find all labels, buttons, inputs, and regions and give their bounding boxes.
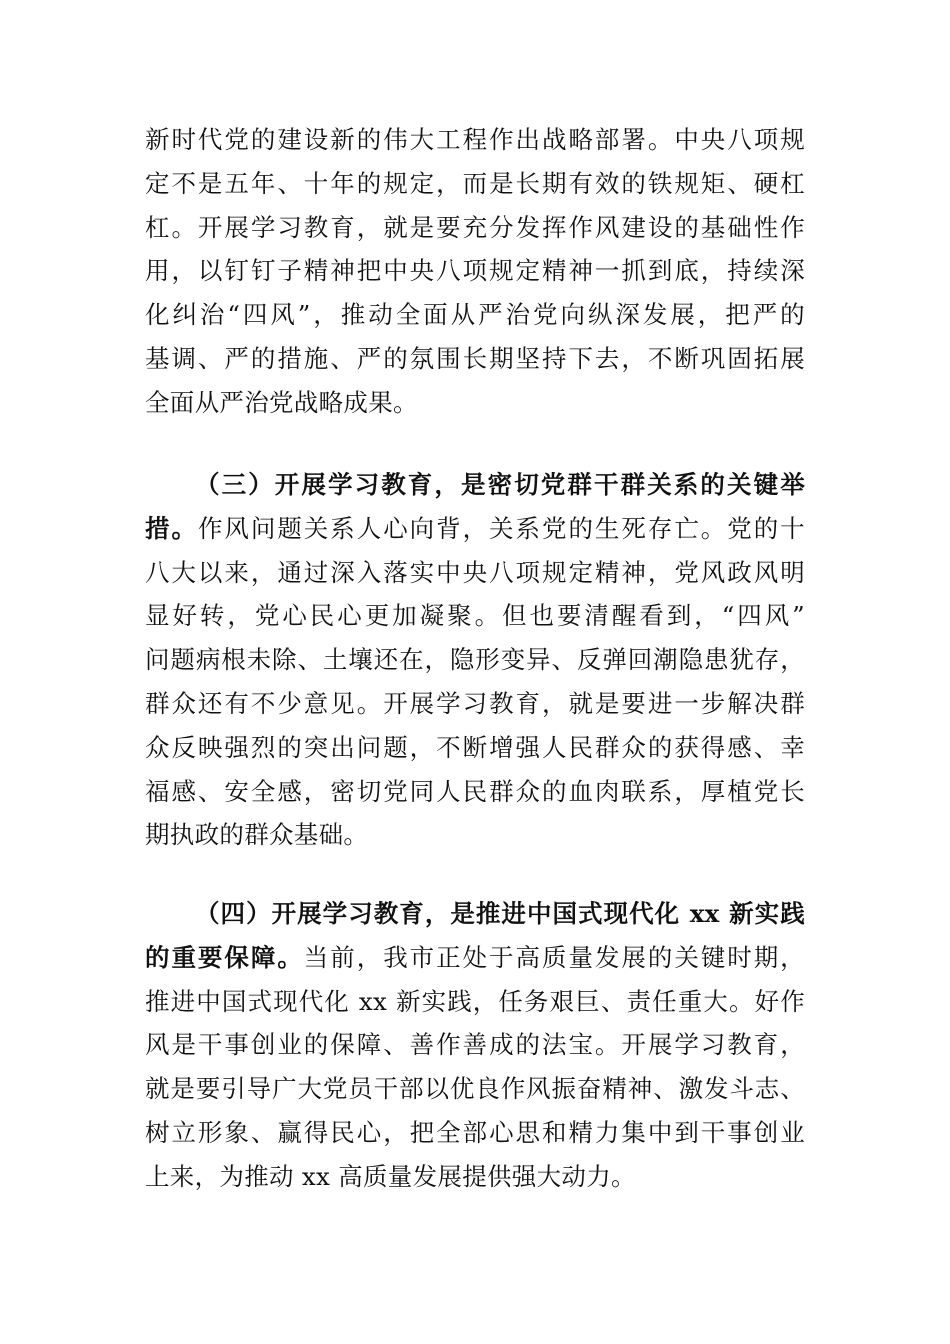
paragraph-line: 福感、安全感，密切党同人民群众的血肉联系，厚植党长: [145, 776, 805, 806]
paragraph-1: [145, 118, 805, 425]
paragraph-line: 期执政的群众基础。: [145, 820, 369, 850]
paragraph-line: 上来，为推动 xx 高质量发展提供强大动力。: [145, 1161, 636, 1191]
paragraph-line: 基调、严的措施、严的氛围长期坚持下去，不断巩固拓展: [145, 343, 805, 373]
paragraph-line: 推进中国式现代化 xx 新实践，任务艰巨、责任重大。好作: [145, 986, 805, 1016]
paragraph-line: 显好转，党心民心更加凝聚。但也要清醒看到，“四风”: [145, 601, 805, 631]
paragraph-line: 杠。开展学习教育，就是要充分发挥作风建设的基础性作: [145, 212, 805, 242]
section-heading: （四）开展学习教育，是推进中国式现代化 xx 新实践: [195, 899, 805, 928]
paragraph-line: [145, 507, 805, 551]
section-heading-end: 措。: [145, 513, 198, 543]
section-heading: （三）开展学习教育，是密切党群干群关系的关键举: [195, 470, 805, 499]
paragraph-line: 全面从严治党战略成果。: [145, 387, 418, 417]
paragraph-2: [145, 463, 805, 857]
section-heading-end: 的重要保障。: [145, 942, 304, 972]
paragraph-line: 用，以钉钉子精神把中央八项规定精神一抓到底，持续深: [145, 256, 805, 286]
paragraph-line: 就是要引导广大党员干部以优良作风振奋精神、激发斗志、: [145, 1074, 805, 1104]
paragraph-line: 树立形象、赢得民心，把全部心思和精力集中到干事创业: [145, 1117, 805, 1147]
paragraph-3: [145, 892, 805, 1199]
paragraph-line: 定不是五年、十年的规定，而是长期有效的铁规矩、硬杠: [145, 168, 805, 198]
paragraph-line: 八大以来，通过深入落实中央八项规定精神，党风政风明: [145, 557, 805, 587]
paragraph-line-rest: 作风问题关系人心向背，关系党的生死存亡。党的十: [197, 513, 805, 543]
paragraph-line: 众反映强烈的突出问题，不断增强人民群众的获得感、幸: [145, 732, 805, 762]
paragraph-line: 问题病根未除、土壤还在，隐形变异、反弹回潮隐患犹存，: [145, 645, 805, 675]
paragraph-line: 新时代党的建设新的伟大工程作出战略部署。中央八项规: [145, 125, 805, 154]
paragraph-line: [145, 936, 805, 980]
paragraph-line: 风是干事创业的保障、善作善成的法宝。开展学习教育，: [145, 1030, 805, 1060]
paragraph-line: 化纠治“四风”，推动全面从严治党向纵深发展，把严的: [145, 300, 805, 330]
paragraph-line-rest: 当前，我市正处于高质量发展的关键时期，: [303, 942, 805, 972]
paragraph-line: 群众还有不少意见。开展学习教育，就是要进一步解决群: [145, 688, 805, 718]
